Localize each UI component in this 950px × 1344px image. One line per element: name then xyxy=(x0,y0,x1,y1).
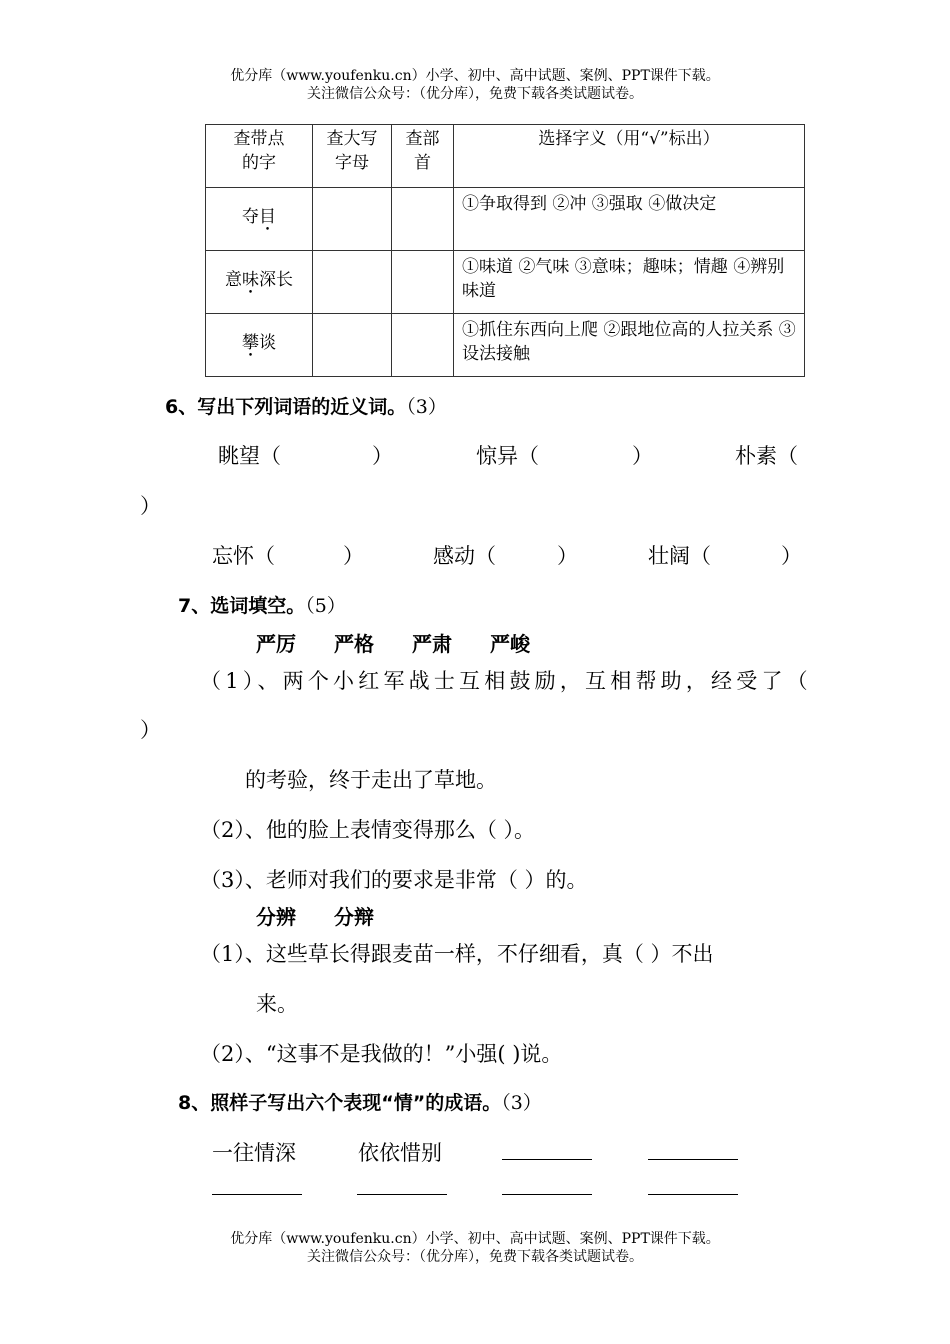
header-cell-word xyxy=(206,125,313,188)
q8-score: （3） xyxy=(501,1092,542,1114)
capital-answer-cell[interactable] xyxy=(313,314,392,377)
footer-line-1: 优分库（www.youfenku.cn）小学、初中、高中试题、案例、PPT课件下载。 xyxy=(230,1231,720,1247)
table-header-row xyxy=(206,125,805,188)
header-cell-radical xyxy=(392,125,454,188)
q8-answer-blank[interactable] xyxy=(502,1194,592,1195)
table-row xyxy=(206,314,805,377)
word-cell xyxy=(206,314,313,377)
header-text: 字母 xyxy=(335,153,369,173)
header-text: 的字 xyxy=(242,153,276,173)
table-row xyxy=(206,188,805,251)
q6-item-close: ） xyxy=(781,544,802,568)
capital-answer-cell[interactable] xyxy=(313,188,392,251)
q6-item-close: ） xyxy=(557,544,578,568)
meaning-cell[interactable]: ①抓住东西向上爬 ②跟地位高的人拉关系 ③设法接触 xyxy=(454,314,805,377)
q8-example: 一往情深 xyxy=(212,1141,296,1165)
q6-item-open: 忘怀（ xyxy=(212,544,275,568)
q7-heading xyxy=(178,591,346,618)
q6-item-close: ） xyxy=(140,494,161,518)
q7-sentence-4: （1）、这些草长得跟麦苗一样，不仔细看，真（ ）不出 xyxy=(200,942,714,966)
q6-item-close: ） xyxy=(343,544,364,568)
header-line-1: 优分库（www.youfenku.cn）小学、初中、高中试题、案例、PPT课件下载。 xyxy=(230,68,720,84)
header-cell-meaning xyxy=(454,125,805,188)
q7-option: 严峻 xyxy=(490,632,530,656)
q6-item-open: 惊异（ xyxy=(476,444,539,468)
q7-sentence-1-end: 的考验，终于走出了草地。 xyxy=(245,768,497,792)
q6-item-open: 朴素（ xyxy=(735,444,798,468)
header-text: 查部 xyxy=(405,129,440,149)
q7-option: 分辨 xyxy=(256,905,296,929)
q7-option: 严厉 xyxy=(256,632,296,656)
capital-answer-cell[interactable] xyxy=(313,251,392,314)
radical-answer-cell[interactable] xyxy=(392,251,454,314)
q7-sentence-3: （3）、老师对我们的要求是非常（ ）的。 xyxy=(200,868,588,892)
header-text: 选择字义（用“√”标出） xyxy=(538,129,720,149)
q7-score: （5） xyxy=(305,595,346,617)
radical-answer-cell[interactable] xyxy=(392,188,454,251)
word-text: 深长 xyxy=(259,270,293,290)
q7-sentence-1: （1）、两个小红军战士互相鼓励，互相帮助，经受了（ xyxy=(200,669,812,693)
table-row xyxy=(206,251,805,314)
q7-option: 严肃 xyxy=(412,632,452,656)
q6-heading xyxy=(165,392,447,419)
word-text: 夺 xyxy=(242,207,259,227)
q6-item-open: 壮阔（ xyxy=(648,544,711,568)
q6-item-close: ） xyxy=(372,444,393,468)
header-text: 查大写 xyxy=(326,129,378,149)
dotted-char: 目 xyxy=(259,207,276,227)
q8-answer-blank[interactable] xyxy=(648,1159,738,1160)
word-cell xyxy=(206,251,313,314)
q8-example: 依依惜别 xyxy=(358,1141,442,1165)
q6-item-open: 感动（ xyxy=(433,544,496,568)
header-cell-capital xyxy=(313,125,392,188)
q8-answer-blank[interactable] xyxy=(212,1194,302,1195)
word-text: 谈 xyxy=(259,333,276,353)
q6-title: 6、写出下列词语的近义词。 xyxy=(165,396,407,418)
meaning-cell[interactable]: ①味道 ②气味 ③意味；趣味；情趣 ④辨别味道 xyxy=(454,251,805,314)
header-text: 首 xyxy=(414,153,431,173)
dotted-char: 味 xyxy=(242,270,259,290)
q7-option: 分辩 xyxy=(334,905,374,929)
q8-heading xyxy=(178,1088,542,1115)
header-line-2: 关注微信公众号：（优分库），免费下载各类试题试卷。 xyxy=(307,86,643,102)
q7-title: 7、选词填空。 xyxy=(178,595,306,617)
meaning-cell[interactable]: ①争取得到 ②冲 ③强取 ④做决定 xyxy=(454,188,805,251)
word-text: 意 xyxy=(225,270,242,290)
radical-answer-cell[interactable] xyxy=(392,314,454,377)
q7-sentence-5: （2）、“这事不是我做的！”小强( )说。 xyxy=(200,1042,563,1066)
q8-answer-blank[interactable] xyxy=(648,1194,738,1195)
q7-sentence-1-close: ） xyxy=(140,718,161,742)
word-cell xyxy=(206,188,313,251)
q8-answer-blank[interactable] xyxy=(502,1159,592,1160)
q7-sentence-2: （2）、他的脸上表情变得那么（ ）。 xyxy=(200,818,536,842)
dotted-char: 攀 xyxy=(242,333,259,353)
q6-item-open: 眺望（ xyxy=(218,444,281,468)
q7-sentence-4-end: 来。 xyxy=(256,992,298,1016)
q7-option: 严格 xyxy=(334,632,374,656)
q8-title: 8、照样子写出六个表现“情”的成语。 xyxy=(178,1092,502,1114)
q8-answer-blank[interactable] xyxy=(357,1194,447,1195)
footer-line-2: 关注微信公众号：（优分库），免费下载各类试题试卷。 xyxy=(307,1249,643,1265)
q6-score: （3） xyxy=(406,396,447,418)
header-text: 查带点 xyxy=(233,129,285,149)
dictionary-table xyxy=(205,124,805,377)
q6-item-close: ） xyxy=(632,444,653,468)
